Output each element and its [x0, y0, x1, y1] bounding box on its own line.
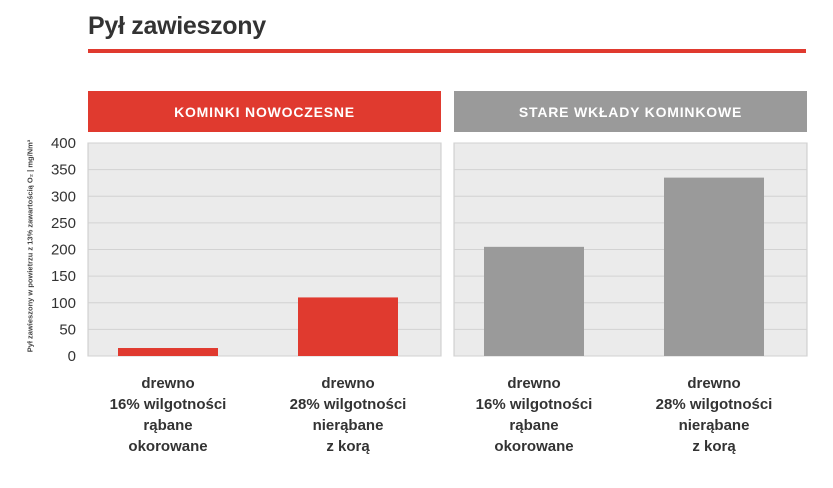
category-label	[634, 373, 794, 457]
category-label-line: z korą	[326, 438, 370, 455]
category-label-line: okorowane	[494, 438, 574, 455]
category-label-line: 16% wilgotności	[109, 396, 227, 413]
category-label	[268, 373, 428, 457]
bar	[118, 348, 218, 356]
y-tick-label: 300	[50, 188, 76, 206]
y-tick-label: 50	[59, 321, 76, 339]
category-label	[454, 373, 614, 457]
bar	[664, 178, 764, 356]
category-label-line: 28% wilgotności	[655, 396, 773, 413]
category-label-line: drewno	[507, 375, 561, 392]
y-tick-label: 150	[50, 268, 76, 286]
bar	[484, 247, 584, 356]
category-label-line: drewno	[141, 375, 195, 392]
y-axis-label: Pył zawieszony w powietrzu z 13% zawartością O₂ | mg/Nm³	[25, 139, 35, 353]
category-label-line: okorowane	[128, 438, 208, 455]
panel-header-modern-fireplaces: KOMINKI NOWOCZESNE	[88, 91, 441, 132]
category-label-line: nierąbane	[678, 417, 750, 434]
y-tick-label: 0	[67, 348, 76, 365]
y-tick-label: 200	[50, 241, 76, 259]
category-label-line: rąbane	[509, 417, 559, 434]
category-label-line: nierąbane	[312, 417, 384, 434]
category-label-line: drewno	[687, 375, 741, 392]
y-tick-label: 250	[50, 214, 76, 232]
category-label-line: 16% wilgotności	[475, 396, 593, 413]
y-tick-label: 400	[50, 135, 76, 152]
page-title: Pył zawieszony	[88, 12, 266, 40]
category-label-line: z korą	[692, 438, 736, 455]
y-tick-label: 100	[50, 294, 76, 312]
y-tick-label: 350	[50, 161, 76, 179]
panel-header-old-inserts: STARE WKŁADY KOMINKOWE	[454, 91, 807, 132]
category-label-line: drewno	[321, 375, 375, 392]
category-label-line: 28% wilgotności	[289, 396, 407, 413]
category-label-line: rąbane	[143, 417, 193, 434]
category-label	[88, 373, 248, 457]
bar	[298, 297, 398, 356]
